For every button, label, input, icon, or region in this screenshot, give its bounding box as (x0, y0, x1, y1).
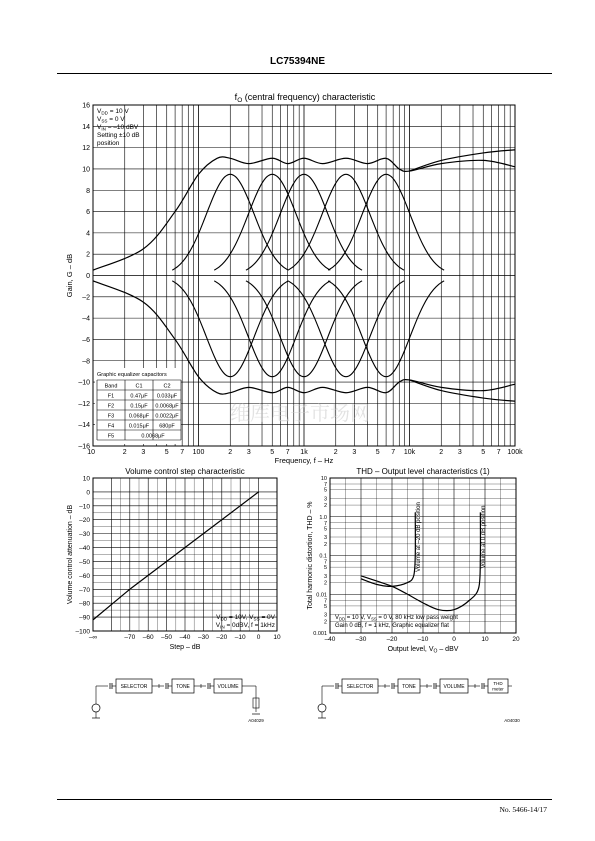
fo-x-tick-label: 2 (122, 449, 127, 456)
volume-y-tick-label: –30 (79, 531, 90, 539)
volume-y-tick-label: –100 (75, 628, 90, 636)
fo-series-line (410, 380, 516, 401)
volume-y-tick-label: –60 (79, 572, 90, 580)
thd-y-tick-label: 2 (323, 619, 327, 626)
fo-y-tick-label: 4 (86, 230, 90, 238)
cap-table-cell: 0.15μF (130, 403, 148, 410)
volume-chart (67, 467, 281, 651)
fo-y-tick-label: –12 (78, 400, 90, 408)
signal-source-icon (92, 704, 100, 712)
thd-y-tick-label: 7 (323, 482, 327, 489)
diagram-block-label: TONE (402, 684, 416, 690)
fo-chart-title: $f_O$ (central frequency) characteristic (234, 92, 376, 104)
thd-y-tick-label: 5 (323, 487, 327, 494)
thd-y-tick-label: 2 (323, 541, 327, 548)
thd-condition-text: Gain 0 dB, f = 1 kHz, Graphic equalizer flat (335, 623, 449, 629)
fo-x-tick-label: 2 (333, 449, 338, 456)
diagram-block-label: meter (492, 686, 504, 692)
fo-y-axis-label: Gain, G – dB (65, 253, 74, 298)
diagram-block-label: THD (493, 681, 503, 686)
thd-y-tick-label: 5 (323, 603, 327, 610)
cap-table-cell: 0.068μF (128, 413, 150, 420)
fo-y-tick-label: –8 (82, 358, 90, 366)
thd-x-tick-label: –20 (386, 636, 398, 643)
fo-x-tick-label: 2 (439, 449, 444, 456)
fo-y-tick-label: –2 (82, 294, 90, 302)
fo-x-tick-label: 5 (164, 449, 169, 456)
fo-y-tick-label: 8 (86, 187, 90, 195)
fo-series-line (410, 150, 516, 171)
cap-table-cell: F1 (107, 393, 115, 400)
fo-y-tick-label: –14 (78, 422, 90, 430)
fo-band-curve-cut (288, 281, 404, 377)
thd-y-axis-label: Total harmonic distortion, THD – % (307, 501, 314, 610)
fo-x-tick-label: 7 (496, 449, 501, 456)
cap-table-header: C1 (135, 383, 143, 390)
volume-y-tick-label: –50 (79, 558, 90, 566)
thd-y-tick-label: 10 (320, 476, 327, 482)
cap-table-cell: 0.0068μF (141, 433, 165, 440)
volume-y-tick-label: –40 (79, 545, 90, 553)
cap-table-cell: 680pF (159, 423, 175, 430)
fo-condition-text: $V_{SS} = 0$ V (97, 116, 125, 124)
volume-x-axis-label: Step – dB (169, 644, 201, 651)
fo-x-tick-label: 5 (270, 449, 275, 456)
volume-y-tick-label: –20 (79, 517, 90, 525)
thd-annotation: Volume at 0 dB position (481, 505, 487, 569)
fo-y-tick-label: 2 (86, 251, 90, 259)
fo-x-tick-label: 3 (246, 449, 251, 456)
thd-x-tick-label: –40 (324, 636, 336, 643)
thd-x-tick-label: 0 (452, 636, 456, 643)
fo-x-tick-label: 10k (403, 449, 416, 456)
fo-x-tick-label: 3 (457, 449, 462, 456)
page-footer: No. 5466-14/17 (499, 805, 547, 814)
diagram-code: A04030 (504, 718, 520, 723)
thd-y-tick-label: 0.1 (319, 553, 327, 560)
thd-y-tick-label: 3 (323, 612, 327, 619)
fo-y-tick-label: 12 (82, 145, 90, 153)
volume-x-tick-label: 10 (273, 634, 281, 641)
thd-y-tick-label: 2 (323, 580, 327, 587)
cap-table-header: Band (104, 383, 118, 390)
fo-y-tick-label: –10 (78, 379, 90, 387)
block-diagram (318, 679, 520, 723)
thd-y-tick-label: 5 (323, 526, 327, 533)
thd-x-axis-label: Output level, $V_O$ – dBV (387, 646, 459, 655)
thd-y-tick-label: 3 (323, 496, 327, 503)
diagram-code: A04029 (248, 718, 264, 723)
watermark-text: 维库电子市场网 (230, 403, 370, 425)
fo-x-tick-label: 1k (300, 449, 308, 456)
fo-y-tick-label: –16 (78, 443, 90, 451)
cap-table-cell: 0.0022μF (155, 413, 179, 420)
thd-y-tick-label: 3 (323, 573, 327, 580)
volume-chart-title: Volume control step characteristic (125, 467, 245, 476)
fo-x-tick-label: 3 (352, 449, 357, 456)
fo-y-tick-label: –6 (82, 336, 90, 344)
thd-y-tick-label: 7 (323, 598, 327, 605)
fo-x-tick-label: 7 (391, 449, 396, 456)
diagram-block-label: VOLUME (217, 684, 239, 690)
fo-y-tick-label: 16 (82, 102, 90, 110)
thd-y-tick-label: 2 (323, 503, 327, 510)
cap-table-header: C2 (163, 383, 171, 390)
thd-chart-title: THD – Output level characteristics (1) (356, 467, 490, 476)
cap-table-cell: 0.0068μF (155, 403, 179, 410)
volume-x-tick-label: –70 (124, 634, 136, 641)
page-header: LC75394NE (269, 56, 326, 67)
fo-x-axis-label: Frequency, f – Hz (274, 456, 334, 465)
cap-table-cell: F5 (107, 433, 115, 440)
fo-x-tick-label: 5 (481, 449, 486, 456)
volume-x-tick-label: –50 (161, 634, 173, 641)
volume-x-tick-label: –40 (179, 634, 191, 641)
cap-table-cell: F3 (107, 413, 115, 420)
fo-condition-text: $V_{DD} = 10$ V (97, 108, 129, 116)
thd-y-tick-label: 1.0 (319, 514, 327, 521)
cap-table-cell: 0.015μF (128, 423, 150, 430)
cap-table-title: Graphic equalizer capacitors (97, 372, 167, 378)
volume-y-tick-label: –10 (79, 503, 90, 511)
fo-condition-text: position (97, 140, 120, 147)
thd-x-tick-label: –10 (417, 636, 429, 643)
fo-y-tick-label: –4 (82, 315, 90, 323)
volume-y-tick-label: –70 (79, 586, 90, 594)
fo-x-tick-label: 100 (192, 449, 205, 456)
thd-series-line (361, 512, 415, 586)
cap-table-cell: F2 (107, 403, 115, 410)
volume-y-tick-label: 0 (86, 489, 90, 497)
diagram-block-label: VOLUME (443, 684, 465, 690)
volume-x-tick-label: –∞ (88, 634, 98, 641)
thd-x-tick-label: 10 (481, 636, 489, 643)
volume-y-tick-label: 10 (82, 475, 90, 483)
volume-x-tick-label: –60 (142, 634, 154, 641)
thd-y-tick-label: 0.001 (313, 631, 327, 637)
fo-x-tick-label: 7 (285, 449, 290, 456)
fo-y-tick-label: 0 (86, 273, 90, 280)
volume-x-tick-label: 0 (256, 634, 261, 641)
thd-x-tick-label: 20 (512, 636, 520, 643)
thd-chart (307, 467, 520, 655)
fo-x-tick-label: 2 (228, 449, 233, 456)
thd-condition-text: $V_{DD} = 10$ V, $V_{SS} = 0$ V, 80 kHz low pass weight (335, 615, 458, 622)
diagram-block-label: SELECTOR (346, 684, 374, 690)
thd-y-tick-label: 7 (323, 559, 327, 566)
fo-band-curve-boost (288, 174, 404, 270)
fo-x-tick-label: 7 (180, 449, 185, 456)
fo-y-tick-label: 6 (86, 209, 90, 217)
block-diagram (92, 679, 264, 723)
signal-source-icon (318, 704, 326, 712)
thd-y-tick-label: 3 (323, 535, 327, 542)
thd-y-tick-label: 7 (323, 520, 327, 527)
fo-condition-text: $V_{IN} = -10$ dBV (97, 124, 139, 132)
thd-y-tick-label: 5 (323, 565, 327, 572)
cap-table-cell: 0.47μF (130, 393, 148, 400)
fo-x-tick-label: 5 (375, 449, 380, 456)
volume-y-tick-label: –80 (79, 600, 90, 608)
thd-y-tick-label: 0.01 (316, 592, 327, 599)
volume-condition-text: $V_{DD} = 10V$, $V_{SS} = 0V$ (216, 614, 275, 622)
thd-annotation: Volume at –20 dB position (415, 502, 422, 572)
volume-x-tick-label: –20 (216, 634, 228, 641)
fo-x-tick-label: 10 (87, 449, 95, 456)
fo-y-tick-label: 10 (82, 166, 90, 174)
diagram-block-label: SELECTOR (120, 684, 148, 690)
cap-table-cell: F4 (107, 423, 115, 430)
thd-x-tick-label: –30 (355, 636, 367, 643)
fo-x-tick-label: 3 (141, 449, 146, 456)
fo-y-tick-label: 14 (82, 123, 90, 131)
volume-x-tick-label: –10 (234, 634, 246, 641)
diagram-block-label: TONE (176, 684, 190, 690)
fo-x-tick-label: 100k (507, 449, 523, 456)
volume-y-axis-label: Volume control attenuation – dB (67, 504, 74, 605)
volume-condition-text: $V_{IN} = 0dBV$, f = 1kHz (215, 622, 275, 630)
cap-table-cell: 0.033μF (156, 393, 178, 400)
volume-y-tick-label: –90 (79, 614, 90, 622)
volume-x-tick-label: –30 (197, 634, 209, 641)
fo-condition-text: Setting ±10 dB (97, 132, 140, 139)
